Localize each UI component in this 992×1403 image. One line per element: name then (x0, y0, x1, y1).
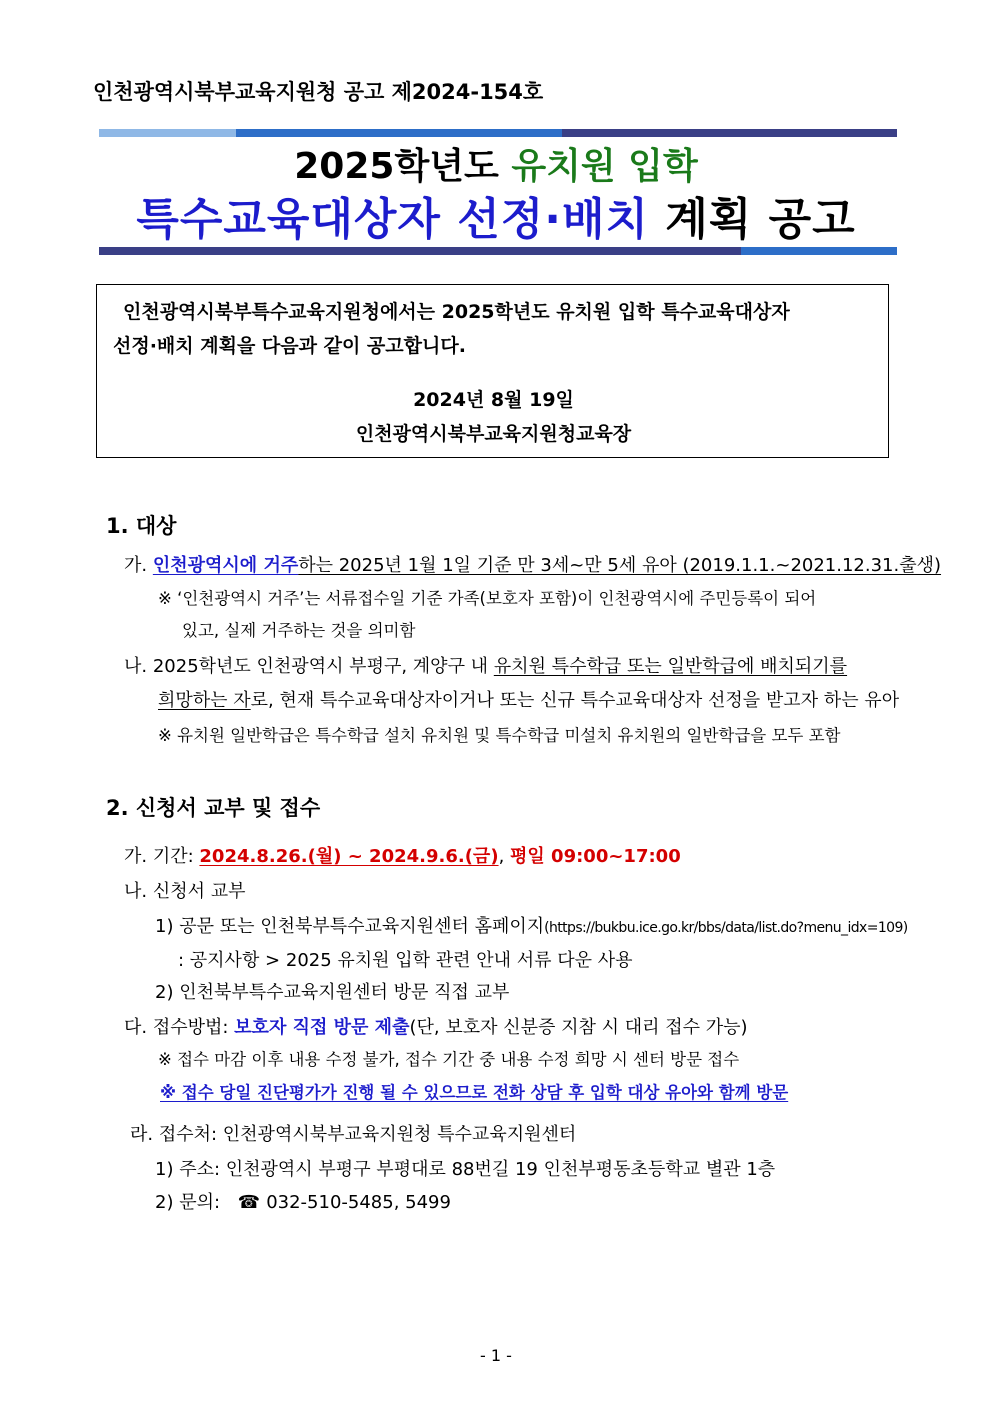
homepage-link[interactable]: (https://bukbu.ice.go.kr/bbs/data/list.do?menu_idx=109) (544, 920, 908, 936)
section-1-item-na: 나. 2025학년도 인천광역시 부평구, 계양구 내 유치원 특수학급 또는 일반학급에 배치되기를 (124, 656, 848, 677)
section-2-na-item-1: 1) 공문 또는 인천북부특수교육지원센터 홈페이지(https://bukbu.ice.go.kr/bbs/data/list.do?menu_idx=109) (155, 916, 908, 937)
business-hours: 평일 09:00~17:00 (510, 846, 681, 867)
notice-number: 인천광역시북부교육지원청 공고 제2024-154호 (93, 80, 544, 104)
title-kindergarten: 유치원 입학 (511, 146, 698, 187)
section-2-item-da: 다. 접수방법: 보호자 직접 방문 제출(단, 보호자 신분증 지참 시 대리 접수 가능) (124, 1017, 748, 1038)
title-line-1 (0, 138, 992, 189)
title-year: 2025학년도 (294, 146, 512, 187)
section-2-na-item-2: 2) 인천북부특수교육지원센터 방문 직접 교부 (155, 982, 510, 1003)
section-2-da-note-2: ※ 접수 당일 진단평가가 진행 될 수 있으므로 전화 상담 후 입학 대상 유아와 함께 방문 (160, 1083, 789, 1102)
section-2-heading: 2. 신청서 교부 및 접수 (106, 796, 321, 820)
intro-line-2: 선정·배치 계획을 다음과 같이 공고합니다. (113, 335, 466, 357)
contact-phone: 032-510-5485, 5499 (266, 1192, 451, 1213)
intro-box (96, 284, 889, 458)
section-1-item-ga: 가. 인천광역시에 거주하는 2025년 1월 1일 기준 만 3세~만 5세 유아 (2019.1.1.~2021.12.31.출생) (124, 555, 942, 576)
section-2-ra-item-1: 1) 주소: 인천광역시 부평구 부평대로 88번길 19 인천부평동초등학교 별관 1층 (155, 1159, 776, 1180)
section-1-na-note: ※ 유치원 일반학급은 특수학급 설치 유치원 및 특수학급 미설치 유치원의 일반학급을 모두 포함 (158, 726, 841, 745)
title-line-2 (0, 183, 992, 247)
section-1-heading: 1. 대상 (106, 514, 177, 538)
intro-issuer: 인천광역시북부교육지원청교육장 (355, 423, 632, 445)
intro-line-1: 인천광역시북부특수교육지원청에서는 2025학년도 유치원 입학 특수교육대상자 (123, 301, 790, 323)
section-1-ga-note-1: ※ ‘인천광역시 거주’는 서류접수일 기준 가족(보호자 포함)이 인천광역시에 주민등록이 되어 (158, 589, 817, 608)
section-2-item-na: 나. 신청서 교부 (124, 881, 246, 902)
bottom-divider-bar (99, 247, 897, 255)
submission-method-highlight: 보호자 직접 방문 제출 (234, 1017, 410, 1038)
title-special-education: 특수교육대상자 선정·배치 (136, 194, 649, 245)
title-plan-notice: 계획 공고 (648, 194, 856, 245)
residence-highlight: 인천광역시에 거주 (152, 555, 299, 576)
section-2-item-ra: 라. 접수처: 인천광역시북부교육지원청 특수교육지원센터 (130, 1124, 577, 1145)
section-1-ga-note-2: 있고, 실제 거주하는 것을 의미함 (182, 621, 416, 640)
section-1-item-na-cont: 희망하는 자로, 현재 특수교육대상자이거나 또는 신규 특수교육대상자 선정을 받고자 하는 유아 (158, 690, 900, 711)
section-2-da-note-1: ※ 접수 마감 이후 내용 수정 불가, 접수 기간 중 내용 수정 희망 시 센터 방문 접수 (158, 1050, 740, 1069)
section-2-na-item-1-sub: : 공지사항 > 2025 유치원 입학 관련 안내 서류 다운 사용 (178, 950, 633, 971)
section-2-item-ga: 가. 기간: 2024.8.26.(월) ~ 2024.9.6.(금), 평일 09:00~17:00 (124, 846, 681, 867)
page-number: - 1 - (480, 1346, 512, 1365)
intro-date: 2024년 8월 19일 (413, 389, 574, 411)
application-period: 2024.8.26.(월) ~ 2024.9.6.(금) (199, 846, 499, 867)
section-2-ra-item-2: 2) 문의: ☎ 032-510-5485, 5499 (155, 1192, 451, 1213)
phone-icon: ☎ (237, 1192, 261, 1213)
top-divider-bar (99, 129, 897, 137)
